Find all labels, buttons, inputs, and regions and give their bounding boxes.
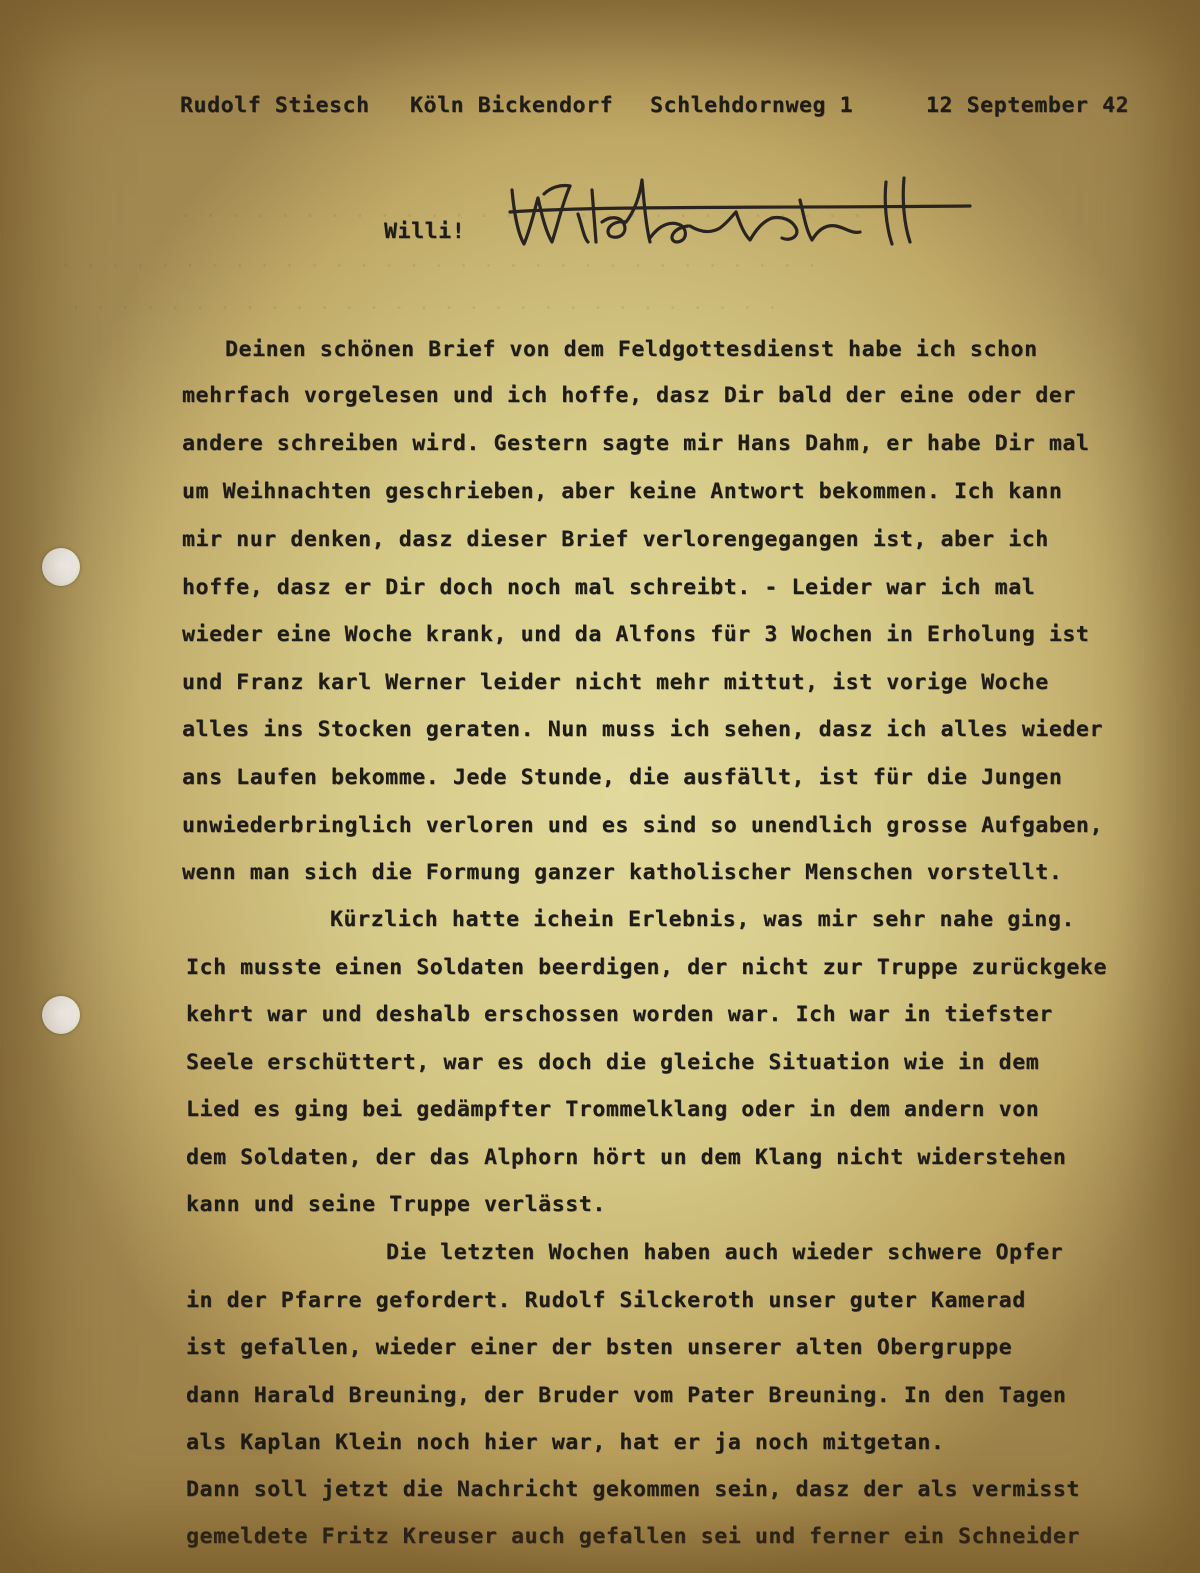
sender-street: Schlehdornweg 1: [650, 93, 854, 118]
body-line: Deinen schönen Brief von dem Feldgottesdienst habe ich schon: [225, 337, 1038, 362]
body-line: mir nur denken, dasz dieser Brief verlorengegangen ist, aber ich: [182, 527, 1049, 552]
body-line: hoffe, dasz er Dir doch noch mal schreibt. - Leider war ich mal: [182, 575, 1036, 600]
body-line: andere schreiben wird. Gestern sagte mir Hans Dahm, er habe Dir mal: [182, 431, 1090, 456]
body-line: gemeldete Fritz Kreuser auch gefallen sei und ferner ein Schneider: [186, 1524, 1080, 1549]
body-line: kann und seine Truppe verlässt.: [186, 1192, 606, 1217]
body-line: um Weihnachten geschrieben, aber keine Antwort bekommen. Ich kann: [182, 479, 1063, 504]
sender-city: Köln Bickendorf: [410, 93, 614, 118]
sender-name: Rudolf Stiesch: [180, 93, 370, 118]
body-line: Lied es ging bei gedämpfter Trommelklang oder in dem andern von: [186, 1097, 1040, 1122]
body-line: Die letzten Wochen haben auch wieder schwere Opfer: [386, 1240, 1064, 1265]
body-line: ist gefallen, wieder einer der bsten unserer alten Obergruppe: [186, 1335, 1013, 1360]
body-line: alles ins Stocken geraten. Nun muss ich sehen, dasz ich alles wieder: [182, 717, 1103, 742]
body-line: wenn man sich die Formung ganzer katholischer Menschen vorstellt.: [182, 860, 1063, 885]
bleed-through-text: . . . . . . . . . . . . . . . . . . . . . . . . . . . . .: [70, 292, 780, 314]
body-line: Ich musste einen Soldaten beerdigen, der nicht zur Truppe zurückgeke: [186, 955, 1107, 980]
body-line: kehrt war und deshalb erschossen worden war. Ich war in tiefster: [186, 1002, 1053, 1027]
body-line: unwiederbringlich verloren und es sind so unendlich grosse Aufgaben,: [182, 813, 1103, 838]
body-line: in der Pfarre gefordert. Rudolf Silckeroth unser guter Kamerad: [186, 1288, 1026, 1313]
body-line: mehrfach vorgelesen und ich hoffe, dasz Dir bald der eine oder der: [182, 383, 1076, 408]
body-line: dem Soldaten, der das Alphorn hört un dem Klang nicht widerstehen: [186, 1145, 1067, 1170]
body-line: Dann soll jetzt die Nachricht gekommen sein, dasz der als vermisst: [186, 1477, 1080, 1502]
handwritten-signature: [500, 172, 980, 262]
body-line: dann Harald Breuning, der Bruder vom Pater Breuning. In den Tagen: [186, 1383, 1067, 1408]
body-line: Kürzlich hatte ichein Erlebnis, was mir sehr nahe ging.: [330, 907, 1075, 932]
bleed-through-text: . . . . . . . . . . . . . . . . . . . . . . . . . . . . . . .: [60, 250, 819, 272]
body-line: Seele erschüttert, war es doch die gleiche Situation wie in dem: [186, 1050, 1040, 1075]
bleed-through-text: . . . . . . . . . . . . . . . . . . . . . . . . . . . .: [180, 200, 865, 222]
body-line: und Franz karl Werner leider nicht mehr mittut, ist vorige Woche: [182, 670, 1049, 695]
letter-date: 12 September 42: [926, 93, 1130, 118]
body-line: als Kaplan Klein noch hier war, hat er ja noch mitgetan.: [186, 1430, 945, 1455]
body-line: wieder eine Woche krank, und da Alfons für 3 Wochen in Erholung ist: [182, 622, 1090, 647]
punch-hole-lower: [42, 996, 80, 1034]
punch-hole-upper: [42, 548, 80, 586]
body-line: ans Laufen bekomme. Jede Stunde, die ausfällt, ist für die Jungen: [182, 765, 1063, 790]
salutation: Willi!: [384, 219, 466, 244]
